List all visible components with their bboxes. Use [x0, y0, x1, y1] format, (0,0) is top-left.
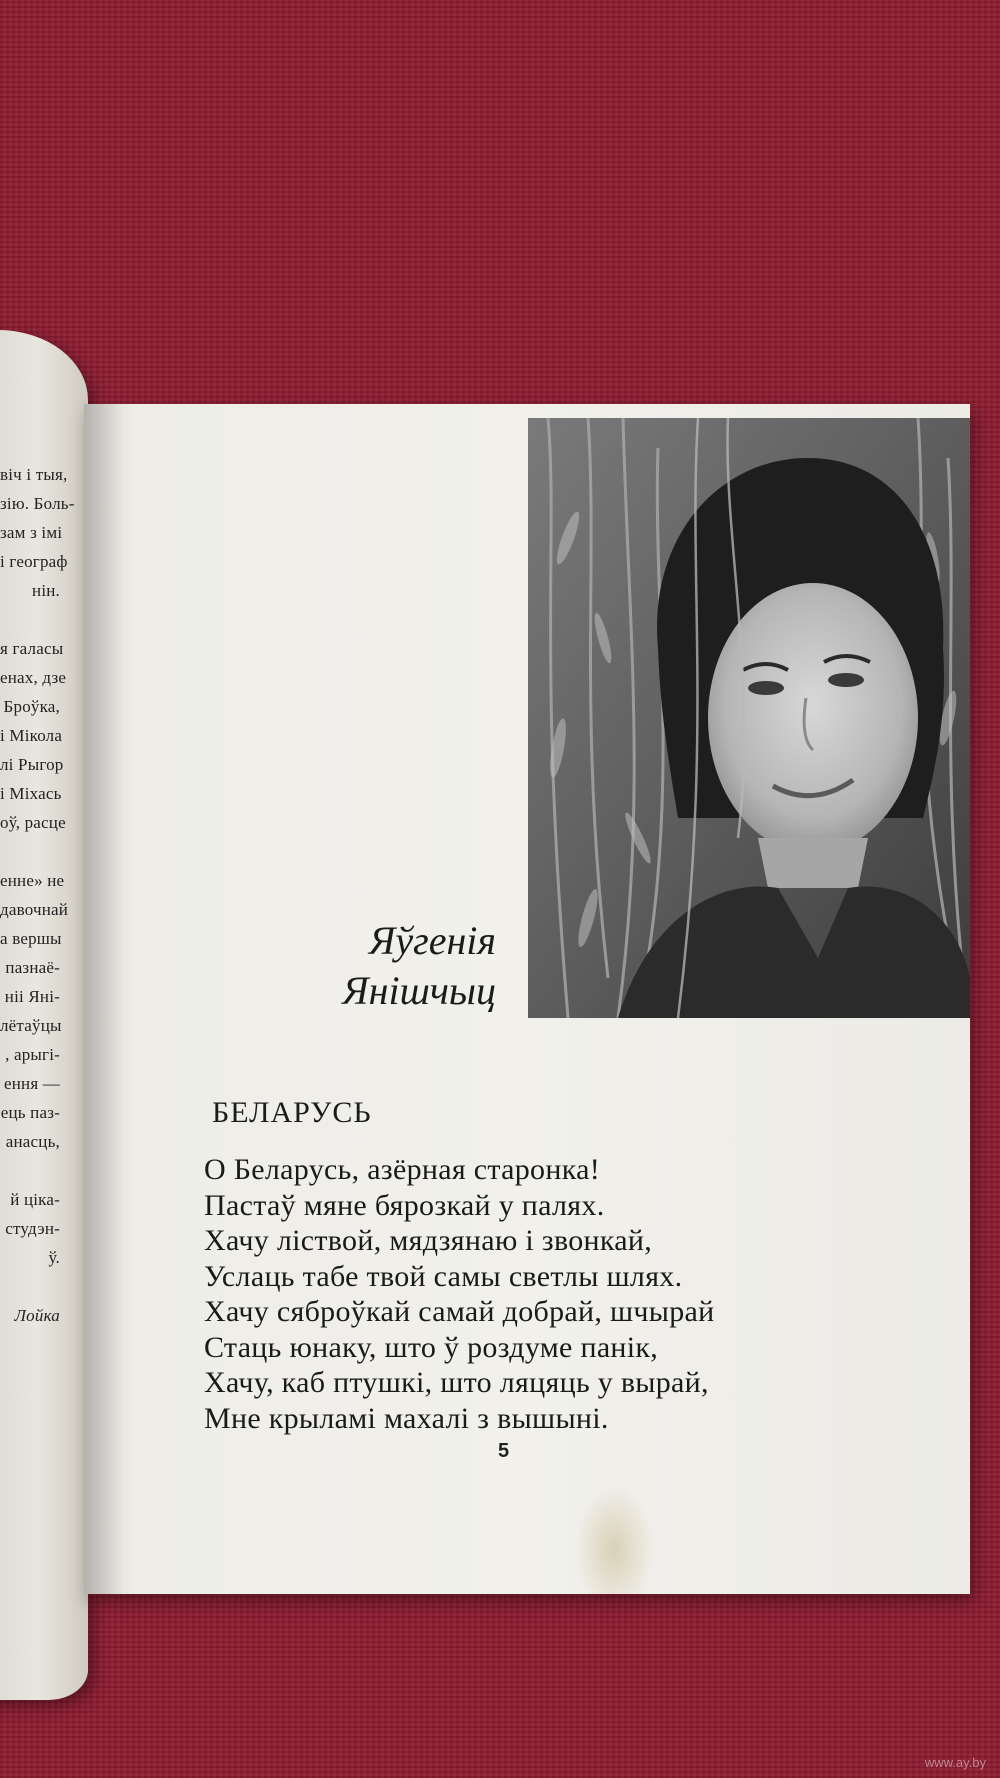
- previous-page-line: енне» не: [0, 871, 65, 890]
- previous-page: [0, 330, 88, 1700]
- previous-page-line: [0, 605, 60, 634]
- poem-line: Мне крыламі махалі з вышыні.: [204, 1401, 609, 1435]
- poem-line: Услаць табе твой самы светлы шлях.: [204, 1259, 683, 1293]
- previous-page-line: студэн-: [5, 1219, 60, 1238]
- author-last-name: Янішчыц: [342, 968, 496, 1013]
- previous-page-line: пазнаё-: [5, 958, 60, 977]
- previous-page-line: [0, 1272, 60, 1301]
- paper-stain: [574, 1484, 654, 1594]
- previous-page-line: давочнай: [0, 900, 69, 919]
- previous-page-line: й ціка-: [10, 1190, 60, 1209]
- poem-body: [204, 1152, 844, 1436]
- previous-page-line: Броўка,: [3, 697, 60, 716]
- poem-line: О Беларусь, азёрная старонка!: [204, 1153, 601, 1186]
- previous-page-line: віч і тыя,: [0, 465, 68, 484]
- poem-title: БЕЛАРУСЬ: [212, 1096, 372, 1129]
- author-first-name: Яўгенія: [369, 918, 496, 963]
- previous-page-text: [0, 460, 75, 1330]
- previous-page-line: лі Рыгор: [0, 755, 64, 774]
- previous-page-line: я галасы: [0, 639, 64, 658]
- previous-page-line: зію. Боль-: [0, 494, 75, 513]
- page-number: 5: [498, 1440, 510, 1462]
- poem-line: Хачу ліствой, мядзянаю і звонкай,: [204, 1224, 653, 1257]
- previous-page-line: , арыгі-: [5, 1045, 60, 1064]
- gutter-shadow: [84, 404, 124, 1594]
- previous-page-line: нін.: [32, 581, 60, 600]
- previous-page-line: зам з імі: [0, 523, 63, 542]
- previous-page-line: лётаўцы: [0, 1016, 62, 1035]
- author-portrait: [528, 418, 970, 1018]
- previous-page-line: ець паз-: [0, 1103, 60, 1122]
- previous-page-line: і Міхась: [0, 784, 62, 803]
- author-name: [342, 916, 496, 1016]
- book-page: [84, 404, 970, 1594]
- previous-page-line: Лойка: [14, 1306, 60, 1325]
- previous-page-line: [0, 1156, 60, 1185]
- portrait-illustration: [528, 418, 970, 1018]
- previous-page-line: анасць,: [5, 1132, 60, 1151]
- poem-line: Хачу сяброўкай самай добрай, шчырай: [204, 1295, 715, 1328]
- previous-page-line: ў.: [48, 1248, 60, 1267]
- previous-page-line: оў, расце: [0, 813, 66, 832]
- previous-page-line: і географ: [0, 552, 68, 571]
- watermark: www.ay.by: [924, 1755, 986, 1770]
- poem-line: Пастаў мяне бярозкай у палях.: [204, 1188, 605, 1222]
- previous-page-line: [0, 837, 60, 866]
- previous-page-line: а вершы: [0, 929, 62, 948]
- poem-line: Хачу, каб птушкі, што ляцяць у вырай,: [204, 1366, 709, 1399]
- previous-page-line: ення —: [3, 1074, 60, 1093]
- previous-page-line: ніі Яні-: [4, 987, 60, 1006]
- poem-line: Стаць юнаку, што ў роздуме панік,: [204, 1330, 659, 1364]
- previous-page-line: енах, дзе: [0, 668, 67, 687]
- previous-page-line: і Мікола: [0, 726, 63, 745]
